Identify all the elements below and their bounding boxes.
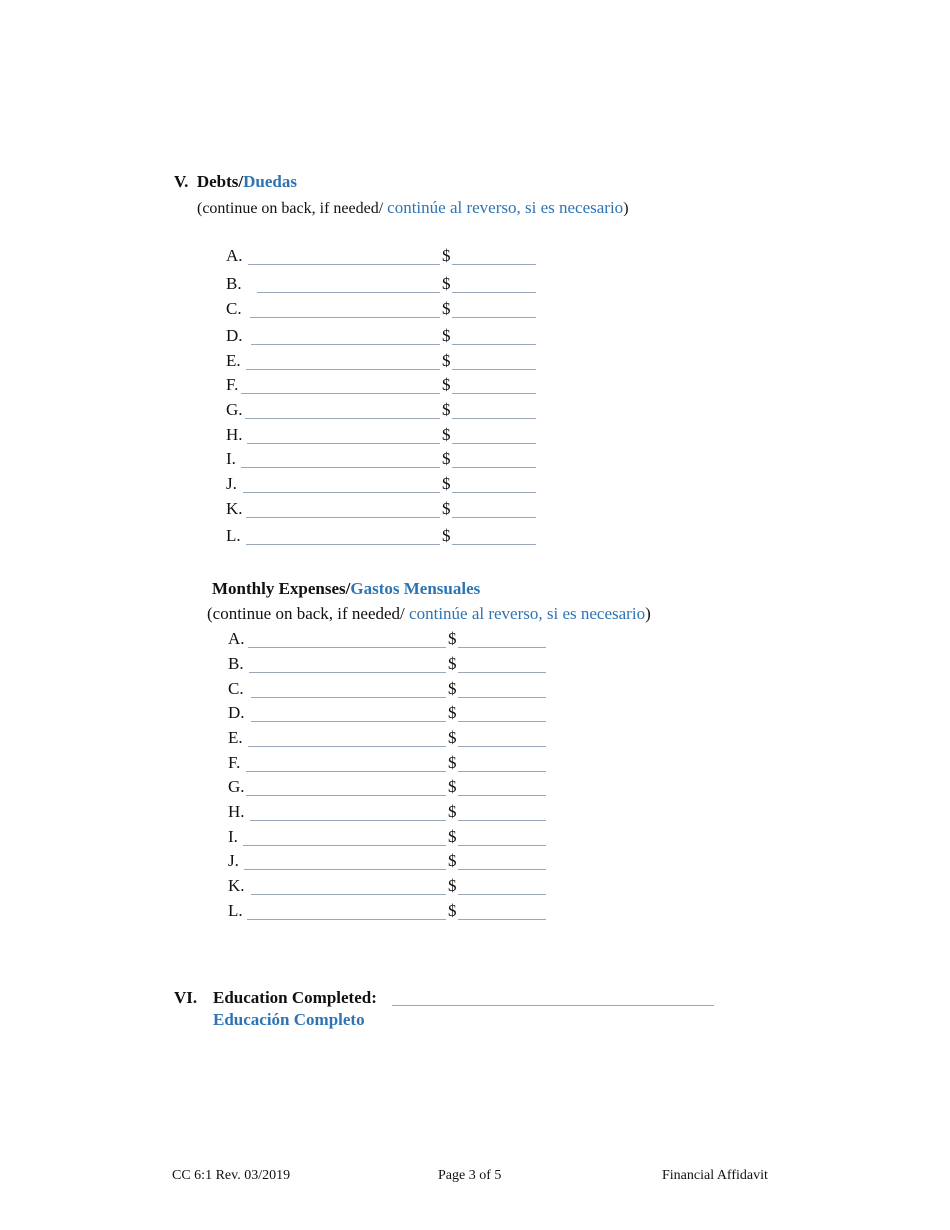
list-item xyxy=(228,728,568,750)
item-amount-field[interactable] xyxy=(452,264,536,265)
list-item xyxy=(226,474,566,496)
item-amount-field[interactable] xyxy=(452,443,536,444)
list-item xyxy=(228,703,568,725)
currency-symbol: $ xyxy=(448,679,457,698)
item-letter: B. xyxy=(228,654,244,673)
currency-symbol: $ xyxy=(442,351,451,370)
item-letter: G. xyxy=(228,777,245,796)
debts-note xyxy=(197,198,629,218)
item-amount-field[interactable] xyxy=(458,919,546,920)
item-letter: I. xyxy=(228,827,238,846)
list-item xyxy=(226,526,566,548)
item-letter: I. xyxy=(226,449,236,468)
expenses-title-en: Monthly Expenses/ xyxy=(212,579,351,598)
currency-symbol: $ xyxy=(448,703,457,722)
list-item xyxy=(228,802,568,824)
item-description-field[interactable] xyxy=(251,721,446,722)
expenses-title-es: Gastos Mensuales xyxy=(350,579,481,598)
currency-symbol: $ xyxy=(442,474,451,493)
list-item xyxy=(226,351,566,373)
education-label-es: Educación Completo xyxy=(213,1010,365,1029)
item-letter: E. xyxy=(228,728,243,747)
currency-symbol: $ xyxy=(442,375,451,394)
currency-symbol: $ xyxy=(448,753,457,772)
item-description-field[interactable] xyxy=(246,369,440,370)
item-description-field[interactable] xyxy=(244,869,446,870)
item-amount-field[interactable] xyxy=(458,869,546,870)
item-amount-field[interactable] xyxy=(458,795,546,796)
item-description-field[interactable] xyxy=(243,492,440,493)
list-item xyxy=(226,499,566,521)
footer-page-number: Page 3 of 5 xyxy=(438,1168,502,1183)
list-item xyxy=(228,827,568,849)
currency-symbol: $ xyxy=(448,777,457,796)
list-item xyxy=(226,375,566,397)
item-description-field[interactable] xyxy=(245,418,440,419)
item-description-field[interactable] xyxy=(241,393,440,394)
item-description-field[interactable] xyxy=(251,697,446,698)
item-amount-field[interactable] xyxy=(458,721,546,722)
footer-title: Financial Affidavit xyxy=(662,1168,768,1183)
item-amount-field[interactable] xyxy=(458,746,546,747)
item-letter: J. xyxy=(226,474,237,493)
item-amount-field[interactable] xyxy=(458,697,546,698)
list-item xyxy=(228,876,568,898)
list-item xyxy=(228,679,568,701)
item-description-field[interactable] xyxy=(248,647,446,648)
item-letter: D. xyxy=(226,326,243,345)
item-description-field[interactable] xyxy=(250,820,446,821)
item-amount-field[interactable] xyxy=(458,771,546,772)
currency-symbol: $ xyxy=(448,901,457,920)
list-item xyxy=(226,326,566,348)
item-amount-field[interactable] xyxy=(452,317,536,318)
education-label-en: Education Completed: xyxy=(213,988,377,1007)
item-amount-field[interactable] xyxy=(452,544,536,545)
item-letter: A. xyxy=(228,629,245,648)
item-description-field[interactable] xyxy=(246,795,446,796)
currency-symbol: $ xyxy=(442,246,451,265)
item-description-field[interactable] xyxy=(250,317,440,318)
expenses-heading xyxy=(212,579,480,599)
item-letter: B. xyxy=(226,274,242,293)
footer-form-id: CC 6:1 Rev. 03/2019 xyxy=(172,1168,291,1183)
item-letter: J. xyxy=(228,851,239,870)
item-letter: C. xyxy=(228,679,244,698)
list-item xyxy=(226,274,566,296)
currency-symbol: $ xyxy=(448,851,457,870)
item-amount-field[interactable] xyxy=(452,517,536,518)
currency-symbol: $ xyxy=(448,876,457,895)
item-letter: C. xyxy=(226,299,242,318)
education-input-line[interactable] xyxy=(392,1005,714,1006)
list-item xyxy=(228,777,568,799)
item-description-field[interactable] xyxy=(247,919,446,920)
item-description-field[interactable] xyxy=(246,544,440,545)
list-item xyxy=(226,425,566,447)
item-amount-field[interactable] xyxy=(452,492,536,493)
list-item xyxy=(228,851,568,873)
item-description-field[interactable] xyxy=(246,771,446,772)
currency-symbol: $ xyxy=(442,326,451,345)
currency-symbol: $ xyxy=(442,400,451,419)
currency-symbol: $ xyxy=(448,827,457,846)
expenses-note-es: continúe al reverso, si es necesario xyxy=(409,604,646,623)
item-amount-field[interactable] xyxy=(452,369,536,370)
item-letter: E. xyxy=(226,351,241,370)
item-description-field[interactable] xyxy=(243,845,446,846)
item-letter: G. xyxy=(226,400,243,419)
debts-title-es: Duedas xyxy=(243,172,297,191)
debts-note-open: (continue on back, if needed/ xyxy=(197,200,388,217)
currency-symbol: $ xyxy=(448,802,457,821)
item-amount-field[interactable] xyxy=(458,820,546,821)
list-item xyxy=(228,753,568,775)
list-item xyxy=(226,246,566,268)
education-roman: VI. xyxy=(174,988,198,1007)
expenses-note-close: ) xyxy=(645,604,651,623)
currency-symbol: $ xyxy=(442,499,451,518)
item-description-field[interactable] xyxy=(248,264,440,265)
currency-symbol: $ xyxy=(442,274,451,293)
expenses-note-open: (continue on back, if needed/ xyxy=(207,604,410,623)
item-amount-field[interactable] xyxy=(458,894,546,895)
item-description-field[interactable] xyxy=(249,672,446,673)
item-letter: L. xyxy=(228,901,243,920)
item-letter: K. xyxy=(228,876,245,895)
item-letter: D. xyxy=(228,703,245,722)
item-amount-field[interactable] xyxy=(458,672,546,673)
currency-symbol: $ xyxy=(448,654,457,673)
list-item xyxy=(228,654,568,676)
item-description-field[interactable] xyxy=(257,292,440,293)
currency-symbol: $ xyxy=(442,526,451,545)
list-item xyxy=(226,299,566,321)
list-item xyxy=(228,901,568,923)
item-amount-field[interactable] xyxy=(452,418,536,419)
item-description-field[interactable] xyxy=(248,746,446,747)
expenses-note xyxy=(207,604,651,624)
item-letter: A. xyxy=(226,246,243,265)
debts-note-es: continúe al reverso, si es necesario xyxy=(387,198,624,217)
debts-heading xyxy=(174,172,297,192)
item-amount-field[interactable] xyxy=(452,344,536,345)
item-amount-field[interactable] xyxy=(452,292,536,293)
currency-symbol: $ xyxy=(442,449,451,468)
list-item xyxy=(226,400,566,422)
item-description-field[interactable] xyxy=(241,467,440,468)
currency-symbol: $ xyxy=(442,425,451,444)
item-description-field[interactable] xyxy=(251,894,446,895)
item-letter: L. xyxy=(226,526,241,545)
debts-roman: V. xyxy=(174,172,189,191)
item-amount-field[interactable] xyxy=(458,845,546,846)
item-description-field[interactable] xyxy=(251,344,440,345)
list-item xyxy=(228,629,568,651)
currency-symbol: $ xyxy=(448,629,457,648)
item-letter: H. xyxy=(228,802,245,821)
item-letter: H. xyxy=(226,425,243,444)
item-amount-field[interactable] xyxy=(452,467,536,468)
debts-title-en: Debts/ xyxy=(196,172,244,191)
item-letter: F. xyxy=(226,375,239,394)
item-letter: F. xyxy=(228,753,241,772)
item-description-field[interactable] xyxy=(246,517,440,518)
item-amount-field[interactable] xyxy=(452,393,536,394)
item-letter: K. xyxy=(226,499,243,518)
item-description-field[interactable] xyxy=(247,443,440,444)
currency-symbol: $ xyxy=(442,299,451,318)
currency-symbol: $ xyxy=(448,728,457,747)
list-item xyxy=(226,449,566,471)
debts-note-close: ) xyxy=(623,200,629,217)
item-amount-field[interactable] xyxy=(458,647,546,648)
